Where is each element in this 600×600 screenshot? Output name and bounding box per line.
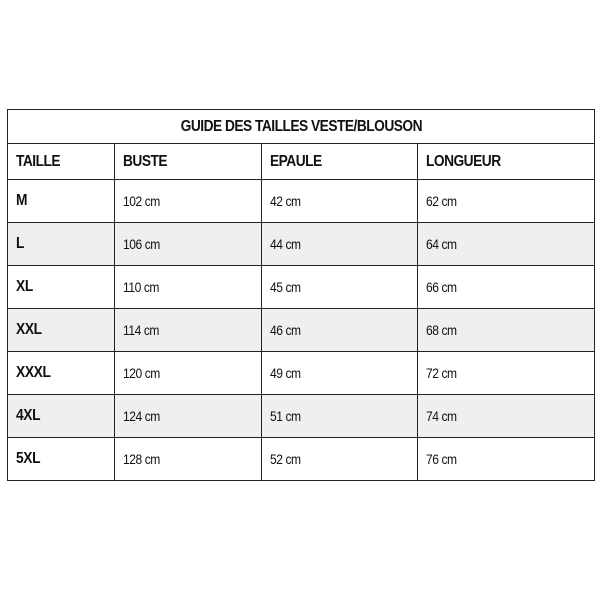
column-header-epaule: EPAULE bbox=[262, 144, 418, 180]
size-cell: M bbox=[8, 180, 115, 223]
size-cell: XL bbox=[8, 266, 115, 309]
size-cell: 5XL bbox=[8, 438, 115, 481]
column-header-buste: BUSTE bbox=[115, 144, 262, 180]
buste-cell: 102 cm bbox=[115, 180, 262, 223]
table-row bbox=[8, 352, 595, 395]
buste-cell: 124 cm bbox=[115, 395, 262, 438]
epaule-cell: 42 cm bbox=[262, 180, 418, 223]
table-row bbox=[8, 223, 595, 266]
column-header-taille: TAILLE bbox=[8, 144, 115, 180]
buste-cell: 128 cm bbox=[115, 438, 262, 481]
epaule-cell: 44 cm bbox=[262, 223, 418, 266]
longueur-cell: 62 cm bbox=[418, 180, 595, 223]
table-row bbox=[8, 180, 595, 223]
size-guide-table bbox=[7, 109, 595, 481]
column-header-longueur: LONGUEUR bbox=[418, 144, 595, 180]
size-cell: XXL bbox=[8, 309, 115, 352]
size-cell: XXXL bbox=[8, 352, 115, 395]
longueur-cell: 66 cm bbox=[418, 266, 595, 309]
epaule-cell: 46 cm bbox=[262, 309, 418, 352]
size-cell: 4XL bbox=[8, 395, 115, 438]
table-header-row bbox=[8, 144, 595, 180]
buste-cell: 120 cm bbox=[115, 352, 262, 395]
epaule-cell: 51 cm bbox=[262, 395, 418, 438]
table-row bbox=[8, 395, 595, 438]
longueur-cell: 76 cm bbox=[418, 438, 595, 481]
table-title-row bbox=[8, 110, 595, 144]
table-row bbox=[8, 438, 595, 481]
longueur-cell: 72 cm bbox=[418, 352, 595, 395]
epaule-cell: 52 cm bbox=[262, 438, 418, 481]
longueur-cell: 74 cm bbox=[418, 395, 595, 438]
epaule-cell: 49 cm bbox=[262, 352, 418, 395]
table-title bbox=[8, 110, 595, 144]
buste-cell: 106 cm bbox=[115, 223, 262, 266]
table-row bbox=[8, 266, 595, 309]
buste-cell: 114 cm bbox=[115, 309, 262, 352]
longueur-cell: 68 cm bbox=[418, 309, 595, 352]
table-row bbox=[8, 309, 595, 352]
buste-cell: 110 cm bbox=[115, 266, 262, 309]
size-cell: L bbox=[8, 223, 115, 266]
longueur-cell: 64 cm bbox=[418, 223, 595, 266]
epaule-cell: 45 cm bbox=[262, 266, 418, 309]
table-title-text: GUIDE DES TAILLES VESTE/BLOUSON bbox=[180, 117, 422, 135]
table-body bbox=[8, 180, 595, 481]
